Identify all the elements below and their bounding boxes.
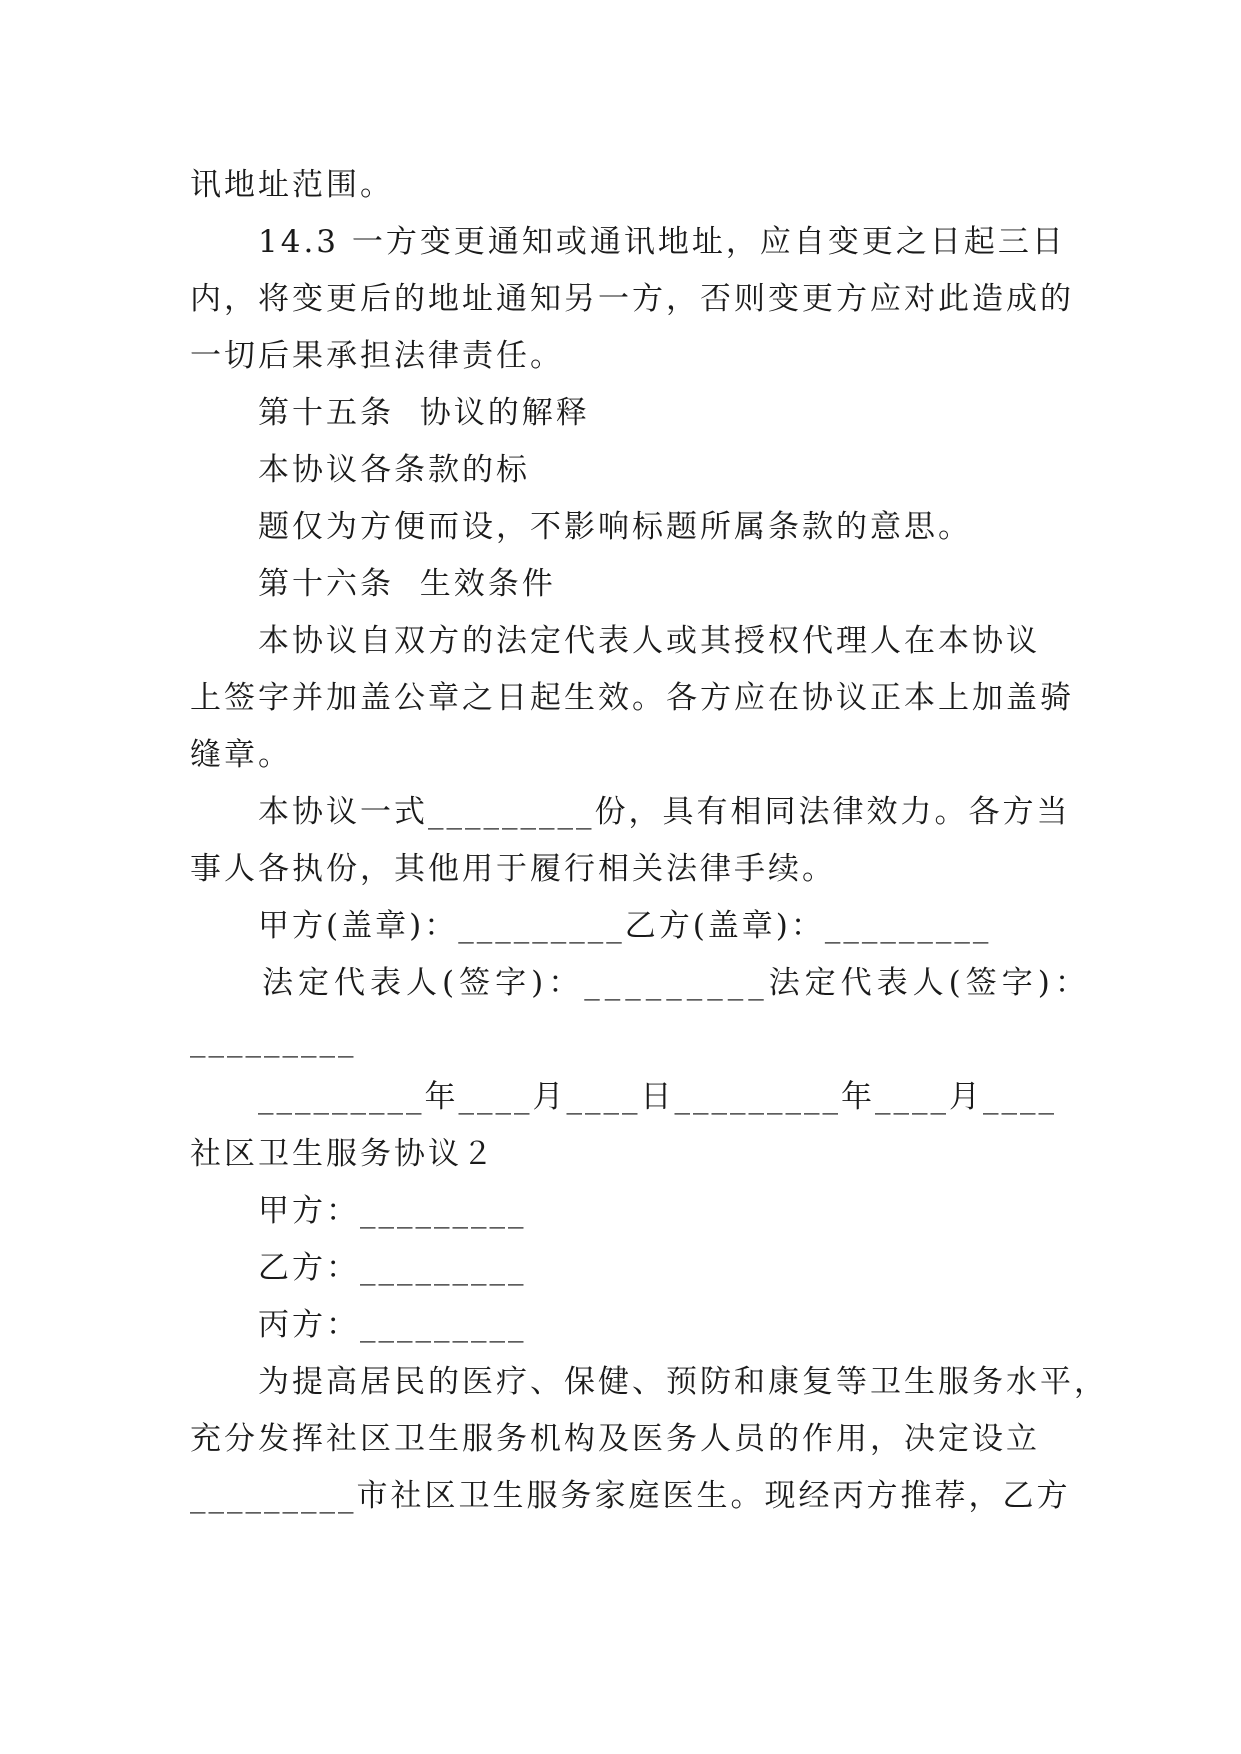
party-c-field: 丙方：_________ — [258, 1307, 527, 1343]
party-a-field: 甲方：_________ — [258, 1193, 527, 1229]
paragraph-line: 缝章。 — [190, 737, 292, 773]
clause-14-3-line: 14.3 一方变更通知或通讯地址，应自变更之日起三日 — [258, 224, 1066, 260]
paragraph-line: 本协议各条款的标 — [258, 452, 530, 488]
signature-blank: _________ — [190, 1022, 357, 1058]
preamble-line: 为提高居民的医疗、保健、预防和康复等卫生服务水平， — [258, 1364, 1108, 1400]
paragraph-line: 事人各执份，其他用于履行相关法律手续。 — [190, 851, 836, 887]
agreement-2-title: 社区卫生服务协议２ — [190, 1136, 496, 1172]
party-b-field: 乙方：_________ — [258, 1250, 527, 1286]
preamble-line: 充分发挥社区卫生服务机构及医务人员的作用，决定设立 — [190, 1421, 1040, 1457]
legal-representative-line: 法定代表人(签字)：_________法定代表人(签字)： — [262, 965, 1091, 1001]
article-15-heading: 第十五条 协议的解释 — [258, 395, 590, 431]
paragraph-line: 一切后果承担法律责任。 — [190, 338, 564, 374]
paragraph-line: 题仅为方便而设，不影响标题所属条款的意思。 — [258, 509, 972, 545]
date-line: _________年____月____日_________年____月____ — [258, 1079, 1057, 1115]
party-seal-line: 甲方(盖章)：_________乙方(盖章)：_________ — [258, 908, 992, 944]
paragraph-line: 本协议自双方的法定代表人或其授权代理人在本协议 — [258, 623, 1040, 659]
copies-line: 本协议一式_________份，具有相同法律效力。各方当 — [258, 794, 1071, 830]
paragraph-line: 讯地址范围。 — [190, 167, 394, 203]
article-16-heading: 第十六条 生效条件 — [258, 566, 556, 602]
paragraph-line: 内，将变更后的地址通知另一方，否则变更方应对此造成的 — [190, 281, 1074, 317]
preamble-line: _________市社区卫生服务家庭医生。现经丙方推荐，乙方 — [190, 1478, 1071, 1514]
paragraph-line: 上签字并加盖公章之日起生效。各方应在协议正本上加盖骑 — [190, 680, 1074, 716]
